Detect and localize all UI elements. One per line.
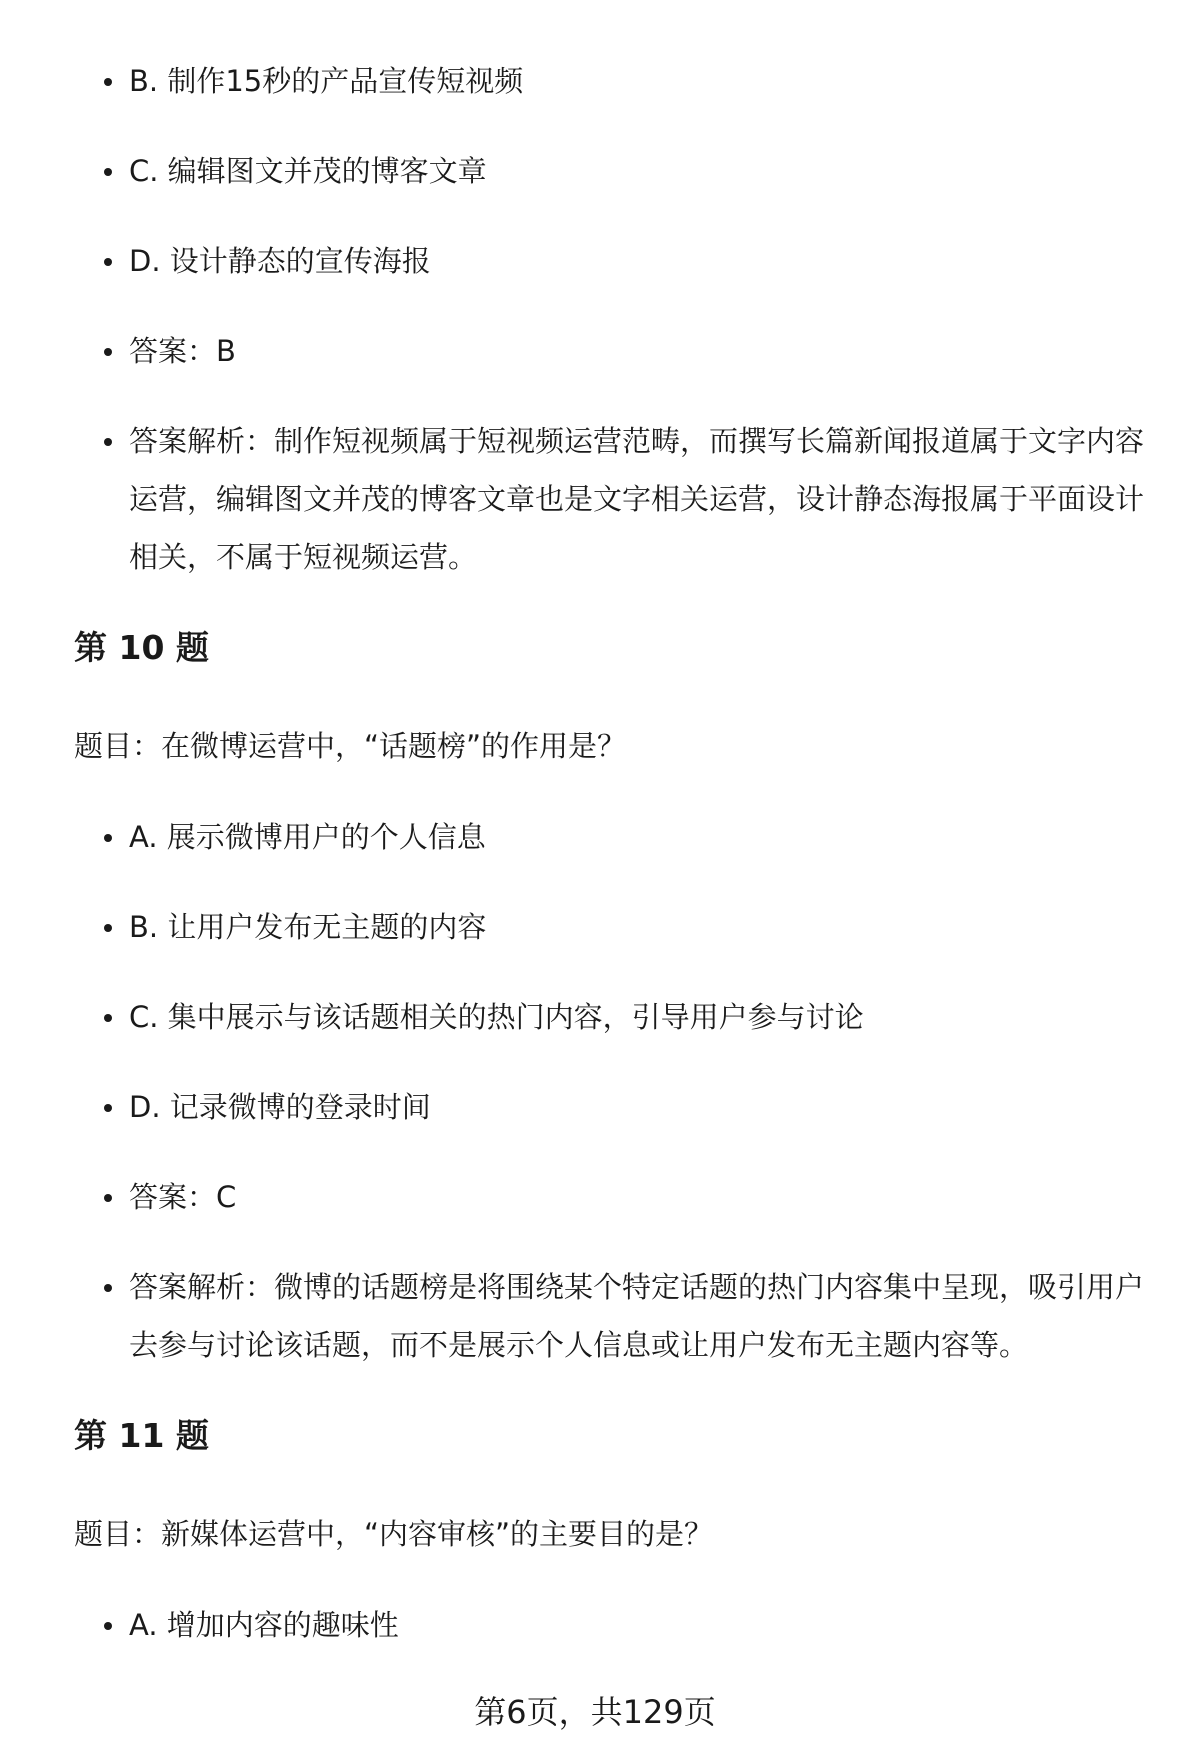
question-heading: 第 11 题 — [74, 1416, 209, 1455]
list-item: C. 编辑图文并茂的博客文章 — [74, 142, 1164, 200]
list-item: B. 让用户发布无主题的内容 — [74, 898, 1164, 956]
q10-option-list — [74, 808, 1164, 1374]
list-item: A. 增加内容的趣味性 — [74, 1596, 1164, 1654]
list-item: A. 展示微博用户的个人信息 — [74, 808, 1164, 866]
explanation-item: 答案解析：微博的话题榜是将围绕某个特定话题的热门内容集中呈现，吸引用户去参与讨论该话题，而不是展示个人信息或让用户发布无主题内容等。 — [74, 1258, 1164, 1374]
answer-item: 答案：C — [74, 1168, 1164, 1226]
explanation-item: 答案解析：制作短视频属于短视频运营范畴，而撰写长篇新闻报道属于文字内容运营，编辑图文并茂的博客文章也是文字相关运营，设计静态海报属于平面设计相关，不属于短视频运营。 — [74, 412, 1164, 586]
list-item: C. 集中展示与该话题相关的热门内容，引导用户参与讨论 — [74, 988, 1164, 1046]
answer-item: 答案：B — [74, 322, 1164, 380]
page-indicator: 第6页，共129页 — [474, 1693, 716, 1731]
list-item: D. 记录微博的登录时间 — [74, 1078, 1164, 1136]
page-content — [74, 52, 1164, 1686]
list-item: B. 制作15秒的产品宣传短视频 — [74, 52, 1164, 110]
q9-option-list — [74, 52, 1164, 586]
question-text: 题目：在微博运营中，“话题榜”的作用是？ — [74, 729, 627, 763]
q11-option-list — [74, 1596, 1164, 1654]
question-heading: 第 10 题 — [74, 628, 209, 667]
question-text: 题目：新媒体运营中，“内容审核”的主要目的是？ — [74, 1517, 714, 1551]
list-item: D. 设计静态的宣传海报 — [74, 232, 1164, 290]
